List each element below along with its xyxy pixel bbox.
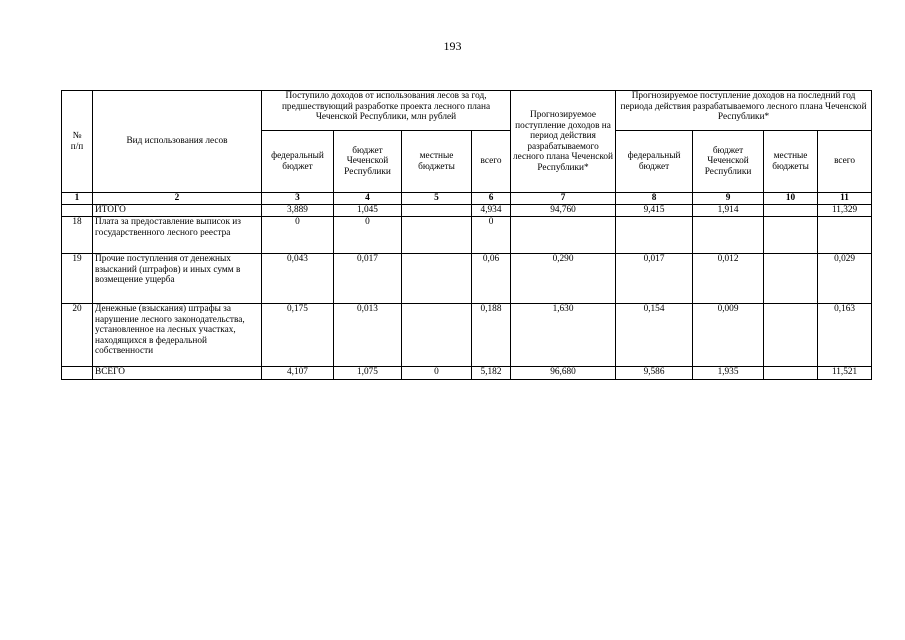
cell-value: 1,045	[334, 205, 402, 217]
cell-value: 94,760	[511, 205, 616, 217]
cell-value: 0,029	[818, 254, 872, 304]
cell-value: 1,075	[334, 367, 402, 380]
row-number: 19	[62, 254, 93, 304]
cell-value: 0	[402, 367, 472, 380]
cell-value	[511, 217, 616, 254]
cell-value: 0,290	[511, 254, 616, 304]
header-total: всего	[472, 131, 511, 193]
cell-value: 4,107	[262, 367, 334, 380]
column-number: 5	[402, 193, 472, 205]
column-number: 8	[616, 193, 693, 205]
cell-value: 11,521	[818, 367, 872, 380]
column-number: 4	[334, 193, 402, 205]
cell-value	[693, 217, 764, 254]
table-row-vsego	[62, 367, 872, 380]
row-name: Денежные (взыскания) штрафы за нарушение лесного законодательства, установленное на лесных участках, находящихся в федеральной собственности	[93, 304, 262, 367]
row-number: 20	[62, 304, 93, 367]
cell-value: 1,935	[693, 367, 764, 380]
cell-value: 0,188	[472, 304, 511, 367]
table-row-20	[62, 304, 872, 367]
row-number	[62, 205, 93, 217]
cell-value: 0	[334, 217, 402, 254]
table-row-itogo	[62, 205, 872, 217]
row-name: ВСЕГО	[93, 367, 262, 380]
column-number: 6	[472, 193, 511, 205]
cell-value	[764, 205, 818, 217]
cell-value	[402, 217, 472, 254]
cell-value: 0,154	[616, 304, 693, 367]
cell-value: 1,630	[511, 304, 616, 367]
cell-value	[402, 205, 472, 217]
revenue-table	[61, 90, 872, 380]
page-number: 193	[443, 39, 462, 53]
header-last-year-group: Прогнозируемое поступление доходов на последний год периода действия разрабатываемого лесного плана Чеченской Республики*	[616, 91, 872, 131]
cell-value: 0,017	[616, 254, 693, 304]
cell-value	[818, 217, 872, 254]
cell-value	[402, 254, 472, 304]
cell-value: 96,680	[511, 367, 616, 380]
column-number: 7	[511, 193, 616, 205]
cell-value	[764, 304, 818, 367]
row-number: 18	[62, 217, 93, 254]
column-number: 1	[62, 193, 93, 205]
column-number: 3	[262, 193, 334, 205]
header-forecast-period: Прогнозируемое поступление доходов на период действия разрабатываемого лесного плана Чеченской Республики*	[511, 91, 616, 193]
header-federal-budget: федеральный бюджет	[262, 131, 334, 193]
cell-value: 9,415	[616, 205, 693, 217]
cell-value: 11,329	[818, 205, 872, 217]
cell-value: 0,175	[262, 304, 334, 367]
cell-value: 0,009	[693, 304, 764, 367]
column-number: 2	[93, 193, 262, 205]
cell-value: 5,182	[472, 367, 511, 380]
header-federal-budget: федеральный бюджет	[616, 131, 693, 193]
header-local-budgets: местные бюджеты	[764, 131, 818, 193]
column-number: 11	[818, 193, 872, 205]
cell-value: 0,06	[472, 254, 511, 304]
cell-value: 0,163	[818, 304, 872, 367]
cell-value: 1,914	[693, 205, 764, 217]
header-total: всего	[818, 131, 872, 193]
cell-value	[764, 367, 818, 380]
cell-value: 0,043	[262, 254, 334, 304]
cell-value	[616, 217, 693, 254]
cell-value: 3,889	[262, 205, 334, 217]
row-name: ИТОГО	[93, 205, 262, 217]
header-regional-budget: бюджет Чеченской Республики	[693, 131, 764, 193]
row-name: Плата за предоставление выписок из государственного лесного реестра	[93, 217, 262, 254]
cell-value	[764, 217, 818, 254]
cell-value: 9,586	[616, 367, 693, 380]
header-regional-budget: бюджет Чеченской Республики	[334, 131, 402, 193]
column-number-row	[62, 193, 872, 205]
table-row-19	[62, 254, 872, 304]
header-num: № п/п	[62, 91, 93, 193]
cell-value: 0	[262, 217, 334, 254]
cell-value: 0,013	[334, 304, 402, 367]
cell-value	[764, 254, 818, 304]
header-use-type: Вид использования лесов	[93, 91, 262, 193]
cell-value: 0,017	[334, 254, 402, 304]
header-local-budgets: местные бюджеты	[402, 131, 472, 193]
table-row-18	[62, 217, 872, 254]
cell-value: 0,012	[693, 254, 764, 304]
row-number	[62, 367, 93, 380]
cell-value: 4,934	[472, 205, 511, 217]
header-prior-year-group: Поступило доходов от использования лесов за год, предшествующий разработке проекта лесного плана Чеченской Республики, млн рублей	[262, 91, 511, 131]
cell-value	[402, 304, 472, 367]
column-number: 9	[693, 193, 764, 205]
column-number: 10	[764, 193, 818, 205]
cell-value: 0	[472, 217, 511, 254]
row-name: Прочие поступления от денежных взысканий (штрафов) и иных сумм в возмещение ущерба	[93, 254, 262, 304]
